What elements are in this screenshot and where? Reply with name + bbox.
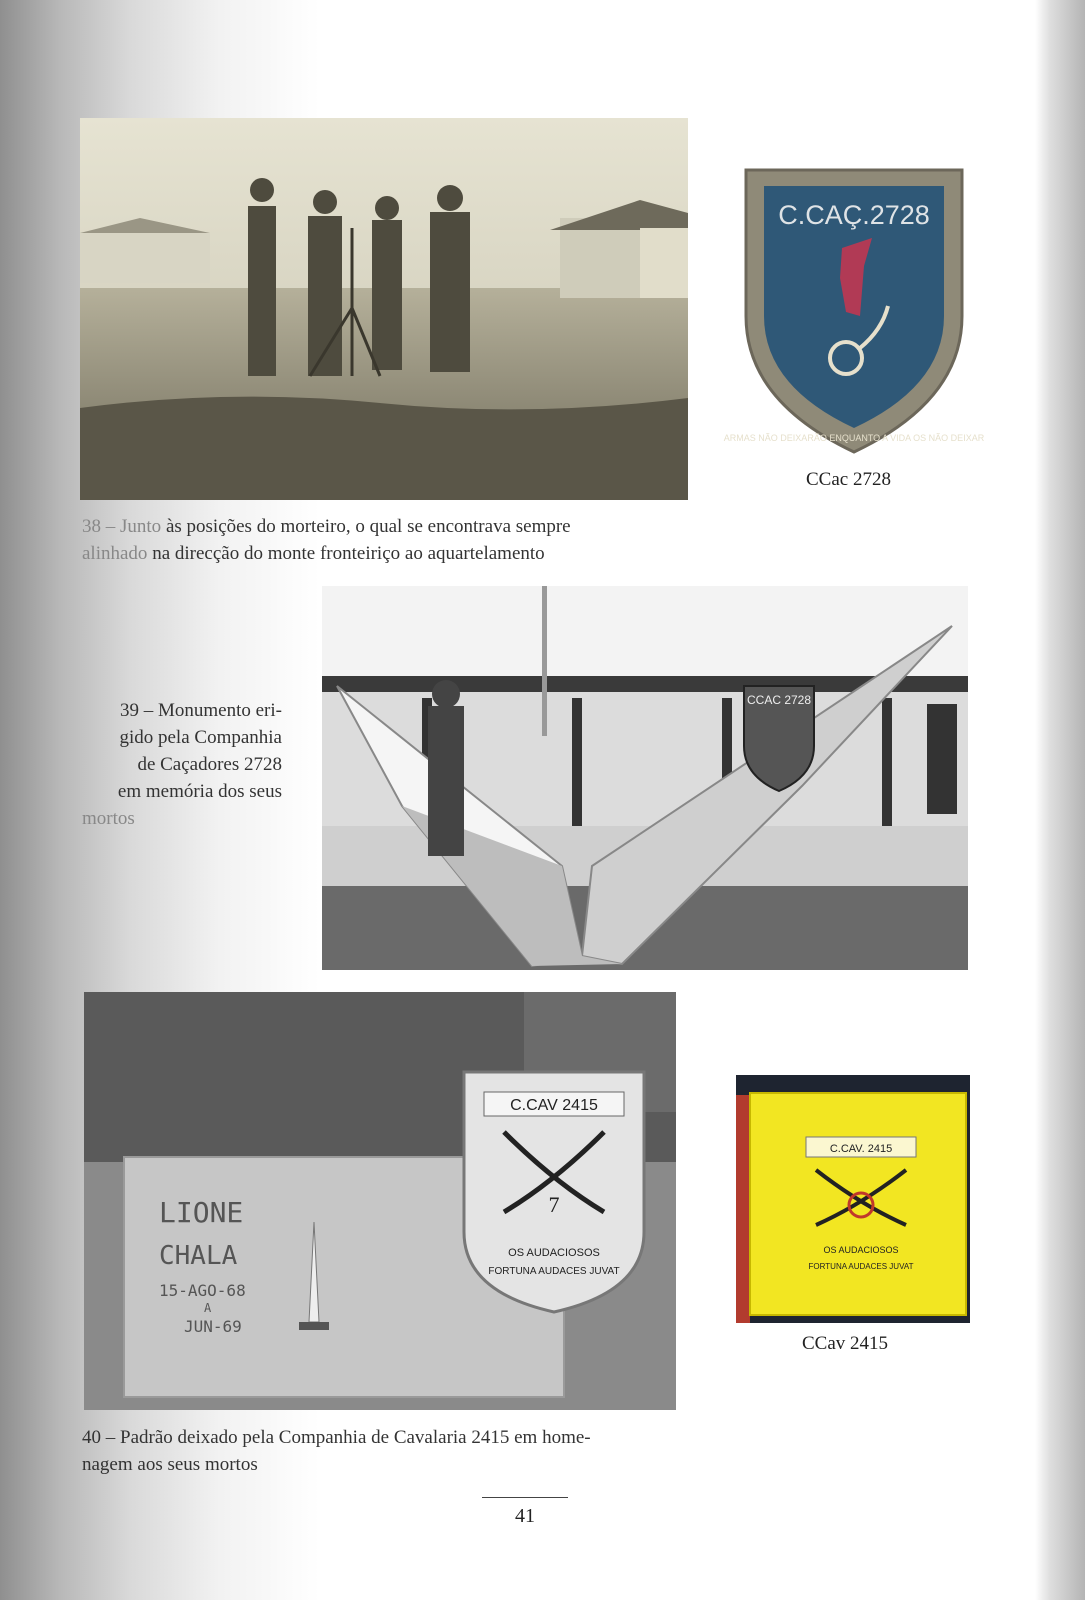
monument-plaque-text: CCAC 2728: [746, 693, 812, 707]
caption-padrao-line2: nagem aos seus mortos: [82, 1454, 258, 1475]
padrao-shield-number: 7: [548, 1192, 560, 1217]
caption-mortar-line2-prefix: alinhado: [82, 543, 148, 564]
caption-monument-line-4: em memória dos seus: [117, 781, 282, 802]
page-number-rule: [482, 1497, 568, 1498]
caption-padrao-line1: 40 – Padrão deixado pela Companhia de Cavalaria 2415 em home-: [82, 1427, 591, 1448]
caption-mortar-line1: às posições do morteiro, o qual se encontrava sempre: [161, 516, 571, 537]
caption-padrao: [82, 1424, 702, 1478]
caption-monument-line-2: gido pela Companhia: [119, 727, 282, 748]
caption-monument: [82, 697, 282, 832]
ccac-2728-badge: [723, 166, 985, 456]
caption-monument-line-5: mortos: [82, 808, 135, 829]
padrao-shield-title: C.CAV 2415: [510, 1097, 598, 1114]
padrao-shield-scroll-2: FORTUNA AUDACES JUVAT: [488, 1266, 620, 1277]
caption-monument-line-3: de Caçadores 2728: [137, 754, 282, 775]
padrao-shield-scroll-1: OS AUDACIOSOS: [508, 1247, 600, 1259]
photo-padrao: [84, 992, 676, 1410]
caption-mortar-prefix: 38 – Junto: [82, 516, 162, 537]
padrao-stone-line-2: CHALA: [159, 1241, 238, 1271]
ccav-pennant-scroll-2: FORTUNA AUDACES JUVAT: [808, 1262, 914, 1271]
padrao-stone-line-3: 15-AGO-68: [159, 1281, 246, 1300]
ccac-badge-title: C.CAÇ.2728: [778, 200, 930, 230]
caption-mortar: [82, 513, 702, 567]
ccav-pennant-title: C.CAV. 2415: [829, 1143, 893, 1155]
ccac-badge-motto: ARMAS NÃO DEIXARÃO ENQUANTO A VIDA OS NÃO DEIXAR: [723, 433, 985, 443]
ccav-2415-label: CCav 2415: [802, 1333, 889, 1354]
ccav-pennant-scroll-1: OS AUDACIOSOS: [823, 1245, 899, 1255]
caption-mortar-line2: na direcção do monte fronteiriço ao aquartelamento: [147, 543, 545, 564]
photo-monument: [322, 586, 968, 970]
padrao-stone-line-5: JUN-69: [184, 1317, 242, 1336]
padrao-stone-line-1: LIONE: [159, 1196, 244, 1229]
ccav-2415-pennant: [736, 1075, 970, 1323]
photo-mortar-position: [80, 118, 688, 500]
padrao-stone-line-4: A: [204, 1301, 212, 1315]
ccac-2728-label: CCac 2728: [806, 469, 891, 490]
caption-monument-line-1: 39 – Monumento eri-: [119, 700, 282, 721]
page-number: 41: [515, 1505, 535, 1527]
